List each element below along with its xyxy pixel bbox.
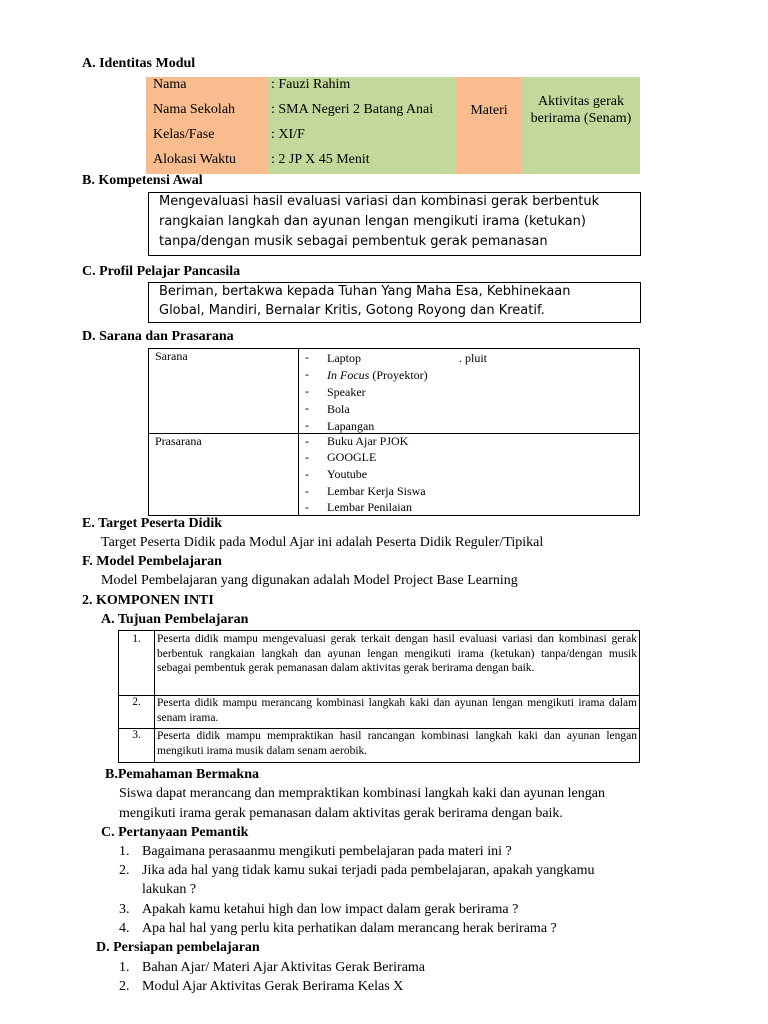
identity-table	[146, 77, 640, 174]
label-kelas: Kelas/Fase	[153, 127, 215, 142]
pertanyaan-num-4: 4.	[119, 921, 130, 936]
tujuan-num-1: 1.	[132, 633, 141, 645]
profil-box	[148, 282, 641, 323]
komponen-inti-heading: 2. KOMPONEN INTI	[82, 593, 214, 608]
persiapan-text-1: Bahan Ajar/ Materi Ajar Aktivitas Gerak Berirama	[142, 960, 426, 975]
section-e-heading: E. Target Peserta Didik	[82, 516, 222, 531]
section-f-heading: F. Model Pembelajaran	[82, 554, 222, 569]
value-kelas: : XI/F	[271, 127, 305, 142]
value-nama: : Fauzi Rahim	[271, 77, 351, 92]
kompetensi-line-1: Mengevaluasi hasil evaluasi variasi dan kombinasi gerak berbentuk	[159, 194, 600, 209]
pemahaman-heading: B.Pemahaman Bermakna	[105, 767, 259, 782]
pertanyaan-text-2: Jika ada hal yang tidak kamu sukai terjadi pada pembelajaran, apakah yangkamu	[142, 863, 595, 878]
value-nama-sekolah: : SMA Negeri 2 Batang Anai	[271, 102, 434, 117]
persiapan-num-1: 1.	[119, 960, 130, 975]
sarana-item-pluit: . pluit	[459, 351, 488, 365]
kompetensi-line-2: rangkaian langkah dan ayunan lengan mengikuti irama (ketukan)	[159, 214, 586, 229]
pertanyaan-text-2b: lakukan ?	[142, 882, 197, 897]
prasarana-item-google: GOOGLE	[327, 450, 377, 464]
label-alokasi: Alokasi Waktu	[153, 152, 236, 167]
section-c-heading: C. Profil Pelajar Pancasila	[82, 264, 241, 279]
sarana-item-laptop: Laptop	[327, 351, 361, 365]
pertanyaan-heading: C. Pertanyaan Pemantik	[101, 825, 249, 840]
label-nama-sekolah: Nama Sekolah	[153, 102, 236, 117]
sarana-item-speaker: Speaker	[327, 385, 366, 399]
kompetensi-line-3: tanpa/dengan musik sebagai pembentuk gerak pemanasan	[159, 234, 548, 249]
sarana-item-lapangan: Lapangan	[327, 419, 375, 433]
prasarana-item-penilaian: Lembar Penilaian	[327, 500, 412, 514]
sarana-item-infocus: In Focus (Proyektor)	[327, 368, 428, 382]
model-text: Model Pembelajaran yang digunakan adalah Model Project Base Learning	[101, 573, 518, 588]
prasarana-item-lks: Lembar Kerja Siswa	[327, 484, 426, 498]
prasarana-label: Prasarana	[155, 434, 202, 448]
pertanyaan-num-2: 2.	[119, 863, 130, 878]
materi-value-line2: berirama (Senam)	[530, 111, 632, 126]
section-b-heading: B. Kompetensi Awal	[82, 173, 203, 188]
pemahaman-line-2: mengikuti irama gerak pemanasan dalam aktivitas gerak berirama dengan baik.	[119, 806, 563, 821]
prasarana-item-youtube: Youtube	[327, 467, 368, 481]
target-text: Target Peserta Didik pada Modul Ajar ini adalah Peserta Didik Reguler/Tipikal	[101, 535, 544, 550]
section-d-heading: D. Sarana dan Prasarana	[82, 329, 234, 344]
tujuan-table	[118, 630, 640, 763]
profil-line-1: Beriman, bertakwa kepada Tuhan Yang Maha Esa, Kebhinekaan	[159, 284, 571, 299]
materi-value-line1: Aktivitas gerak	[538, 94, 624, 109]
pertanyaan-text-1: Bagaimana perasaanmu mengikuti pembelajaran pada materi ini ?	[142, 844, 512, 859]
prasarana-item-buku: Buku Ajar PJOK	[327, 434, 409, 448]
value-alokasi: : 2 JP X 45 Menit	[271, 152, 370, 167]
tujuan-text-3: Peserta didik mampu mempraktikan hasil rancangan kombinasi langkah kaki dan ayunan lengan mengikuti irama musik dalam senam aerobik.	[157, 730, 637, 757]
persiapan-text-2: Modul Ajar Aktivitas Gerak Berirama Kelas X	[142, 979, 404, 994]
pertanyaan-num-3: 3.	[119, 902, 130, 917]
profil-line-2: Global, Mandiri, Bernalar Kritis, Gotong Royong dan Kreatif.	[159, 303, 545, 318]
tujuan-text-1: Peserta didik mampu mengevaluasi gerak terkait dengan hasil evaluasi variasi dan kombinasi gerak berbentuk rangkaian langkah dan ayunan lengan mengikuti irama (ketukan) tanpa/dengan musik sebagai pembentuk gerak pemanasan dalam aktivitas gerak berirama dengan baik.	[157, 633, 637, 674]
persiapan-num-2: 2.	[119, 979, 130, 994]
pertanyaan-text-4: Apa hal hal yang perlu kita perhatikan dalam merancang herak berirama ?	[142, 921, 557, 936]
pertanyaan-text-3: Apakah kamu ketahui high dan low impact dalam gerak berirama ?	[142, 902, 519, 917]
pertanyaan-num-1: 1.	[119, 844, 130, 859]
materi-label: Materi	[470, 103, 508, 118]
sarana-item-bola: Bola	[327, 402, 350, 416]
sarana-table: Sarana - Laptop . pluit - In Focus (Proyektor) - Speaker - Bola - Lapangan Prasarana - Buku Ajar PJOK - GOOGLE - Youtube - Lembar Kerja Siswa - Lembar Penilaian	[148, 348, 640, 516]
kompetensi-box	[148, 192, 641, 256]
persiapan-heading: D. Persiapan pembelajaran	[96, 940, 260, 955]
tujuan-num-2: 2.	[132, 696, 141, 708]
materi-label-bg	[456, 77, 522, 174]
pemahaman-line-1: Siswa dapat merancang dan mempraktikan kombinasi langkah kaki dan ayunan lengan	[119, 786, 605, 801]
section-a-heading: A. Identitas Modul	[82, 56, 196, 71]
sarana-label: Sarana	[155, 349, 188, 363]
tujuan-heading: A. Tujuan Pembelajaran	[101, 612, 249, 627]
tujuan-text-2: Peserta didik mampu merancang kombinasi langkah kaki dan ayunan lengan mengikuti irama dalam senam irama.	[157, 697, 637, 724]
tujuan-num-3: 3.	[132, 729, 141, 741]
label-nama: Nama	[153, 77, 187, 92]
